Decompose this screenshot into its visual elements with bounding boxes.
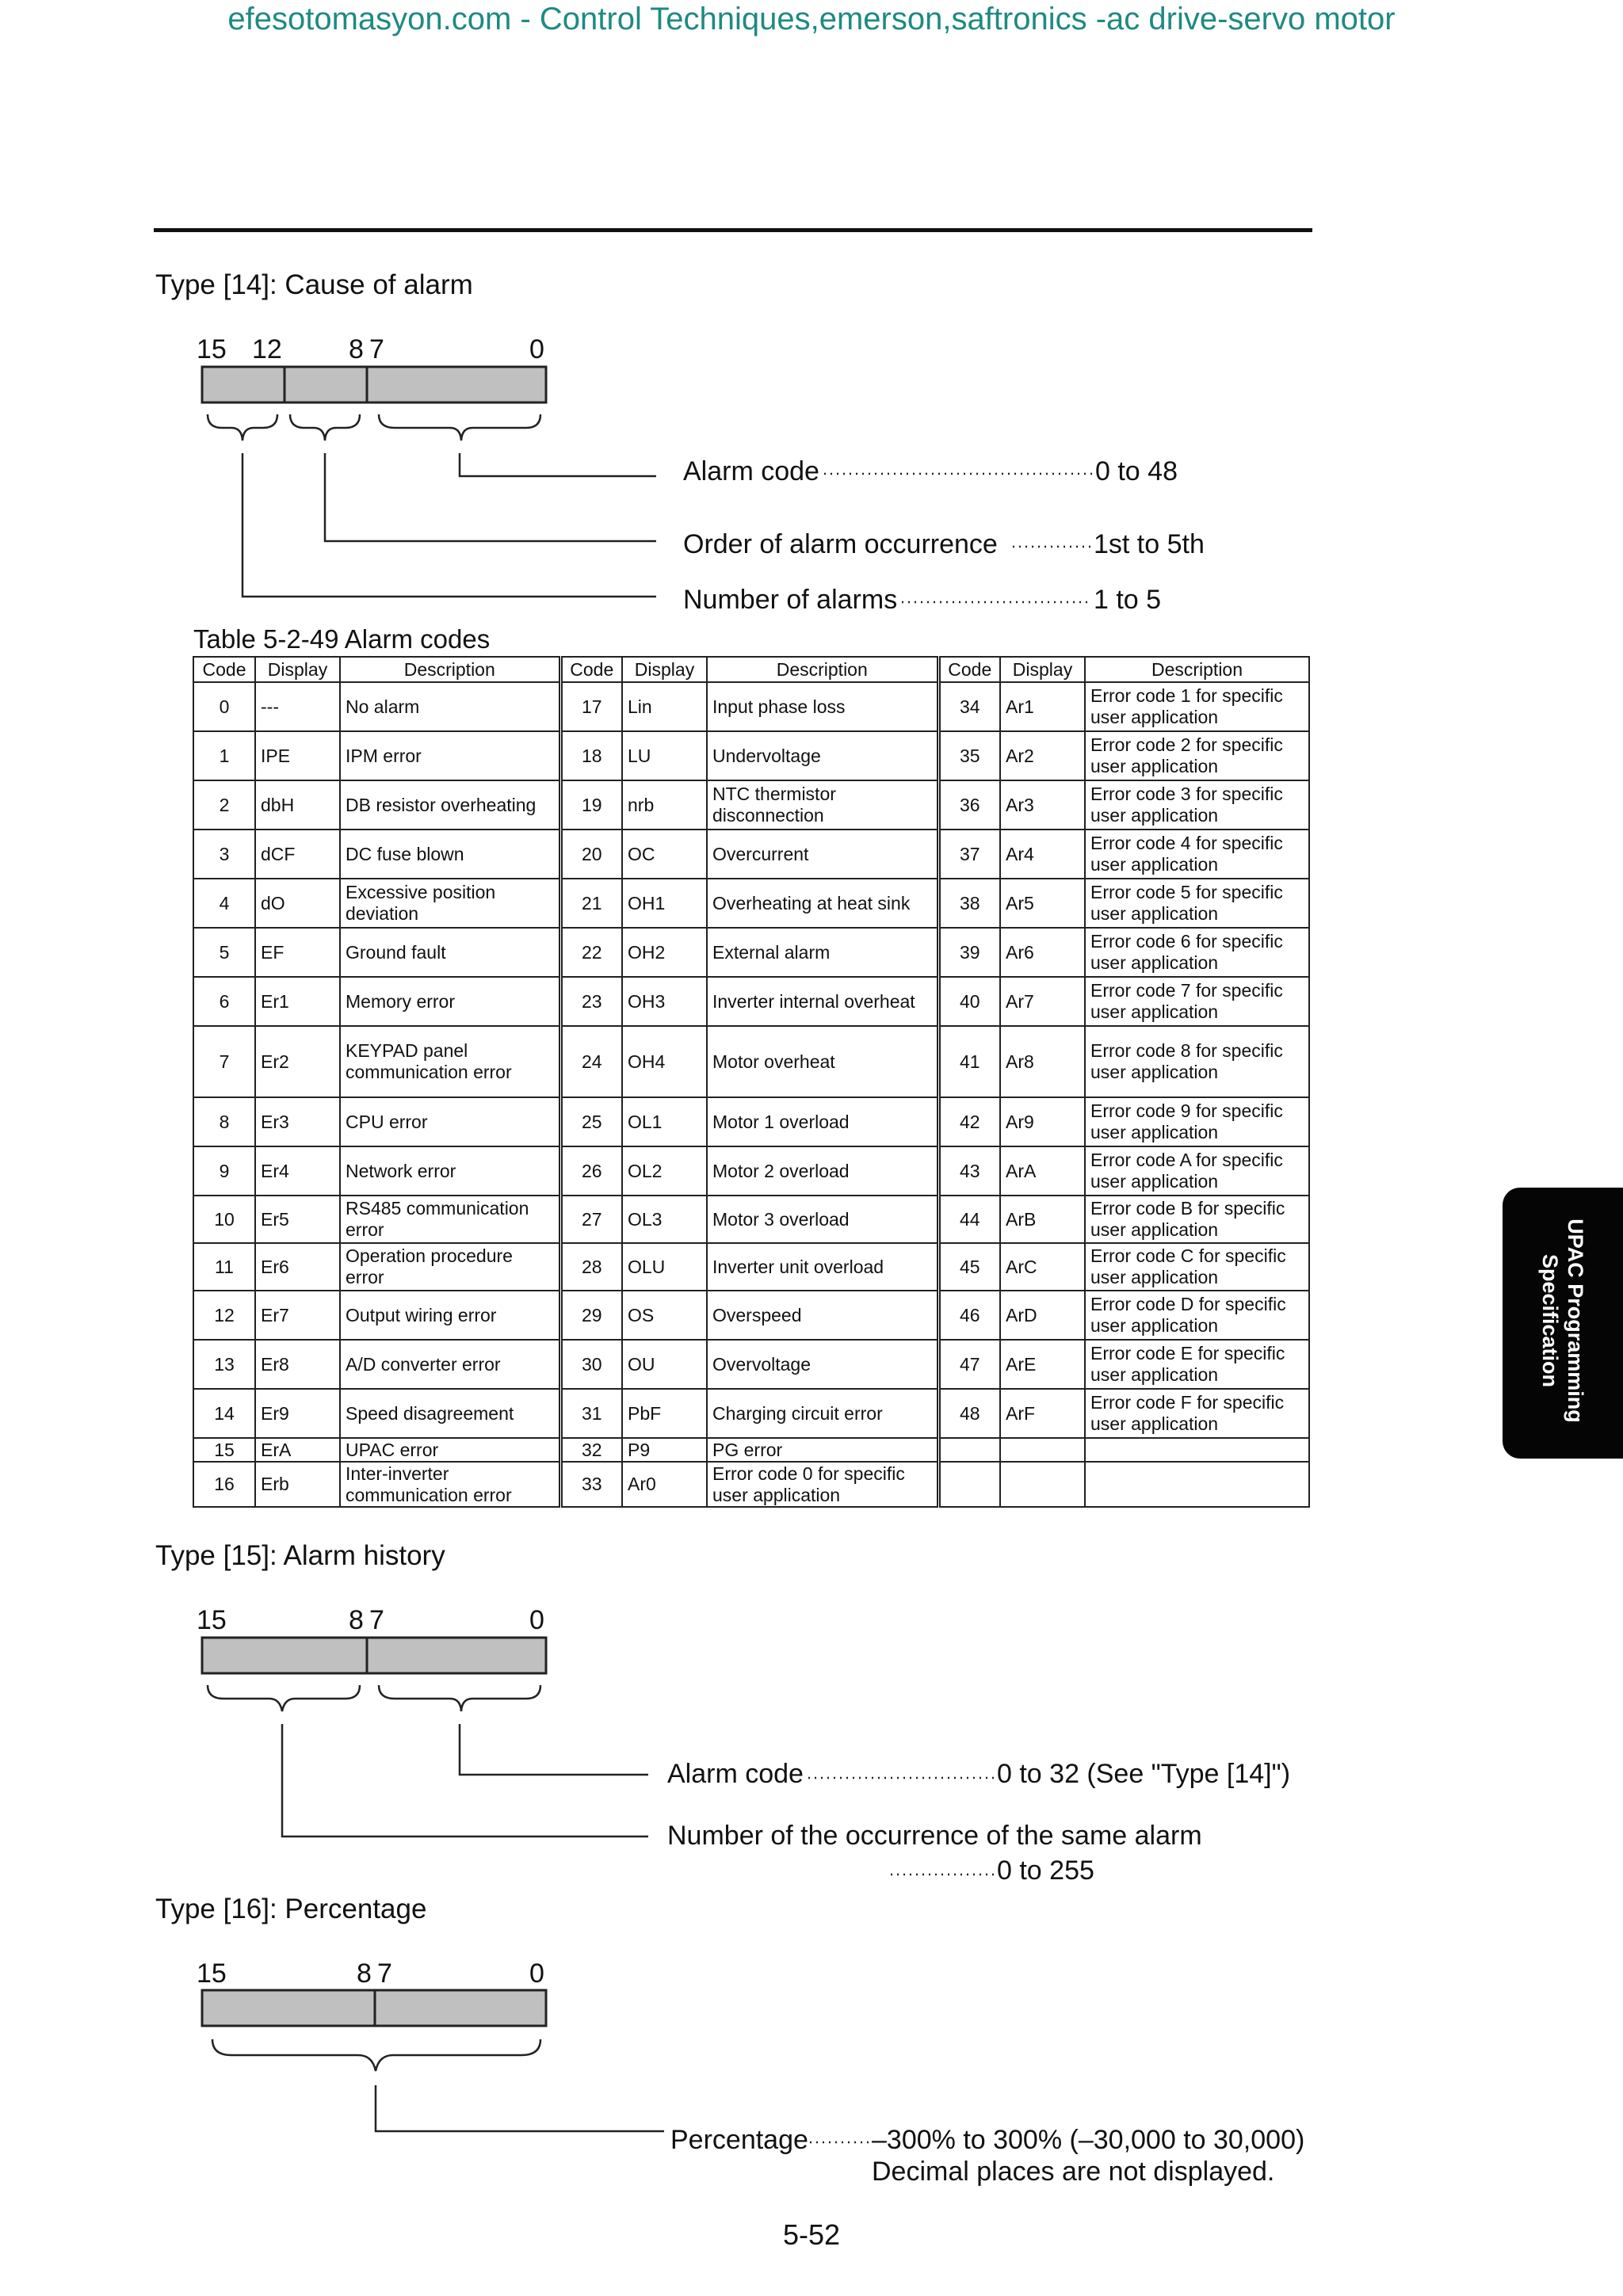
cell-display: ArD xyxy=(1000,1291,1085,1340)
cell-display: OL1 xyxy=(622,1097,707,1146)
table-row xyxy=(193,830,1309,879)
type14-heading: Type [14]: Cause of alarm xyxy=(155,269,473,300)
cell-description: Overvoltage xyxy=(707,1340,938,1389)
side-tab-line-1: UPAC Programming xyxy=(1564,1219,1587,1423)
cell-code: 27 xyxy=(560,1196,622,1243)
cell-code: 29 xyxy=(560,1291,622,1340)
cell-code: 9 xyxy=(193,1146,255,1196)
cell-display: Ar1 xyxy=(1000,682,1085,731)
cell-description: Undervoltage xyxy=(707,731,938,780)
cell-code: 15 xyxy=(193,1438,255,1462)
cell-code: 24 xyxy=(560,1026,622,1097)
cell-code: 26 xyxy=(560,1146,622,1196)
cell-description: Inter-inverter communication error xyxy=(340,1462,560,1507)
cell-display xyxy=(1000,1462,1085,1507)
table-row xyxy=(193,1146,1309,1196)
cell-display: dCF xyxy=(255,830,340,879)
type14-alarm-code-range: 0 to 48 xyxy=(1095,456,1178,486)
cell-code: 31 xyxy=(560,1389,622,1438)
cell-code: 38 xyxy=(938,879,1000,928)
cell-code: 21 xyxy=(560,879,622,928)
type15-heading: Type [15]: Alarm history xyxy=(155,1540,445,1571)
cell-display: Ar3 xyxy=(1000,780,1085,830)
cell-code: 16 xyxy=(193,1462,255,1507)
table-row xyxy=(193,977,1309,1026)
type15-bit-7: 7 xyxy=(369,1605,384,1635)
cell-description: Error code E for specific user application xyxy=(1085,1340,1309,1389)
cell-display: Er9 xyxy=(255,1389,340,1438)
cell-description: Error code 8 for specific user application xyxy=(1085,1026,1309,1097)
cell-code: 12 xyxy=(193,1291,255,1340)
cell-description: Inverter internal overheat xyxy=(707,977,938,1026)
cell-display: Ar4 xyxy=(1000,830,1085,879)
alarm-code-table xyxy=(193,656,1310,1508)
cell-display: Ar5 xyxy=(1000,879,1085,928)
table-row xyxy=(193,1462,1309,1507)
cell-code: 2 xyxy=(193,780,255,830)
cell-code: 41 xyxy=(938,1026,1000,1097)
cell-description: IPM error xyxy=(340,731,560,780)
type16-bit-0: 0 xyxy=(529,1958,544,1989)
cell-description: KEYPAD panel communication error xyxy=(340,1026,560,1097)
type15-bit-15: 15 xyxy=(197,1605,227,1635)
cell-description: Error code 7 for specific user application xyxy=(1085,977,1309,1026)
cell-code: 48 xyxy=(938,1389,1000,1438)
table-row xyxy=(193,879,1309,928)
cell-code: 17 xyxy=(560,682,622,731)
cell-display: dbH xyxy=(255,780,340,830)
cell-code: 35 xyxy=(938,731,1000,780)
cell-description: Inverter unit overload xyxy=(707,1243,938,1291)
table-row xyxy=(193,1097,1309,1146)
cell-display: nrb xyxy=(622,780,707,830)
type14-count-label: Number of alarms xyxy=(683,585,898,615)
cell-description xyxy=(1085,1438,1309,1462)
header-display: Display xyxy=(255,657,340,682)
cell-code: 22 xyxy=(560,928,622,977)
cell-description: CPU error xyxy=(340,1097,560,1146)
table-row xyxy=(193,780,1309,830)
cell-code: 4 xyxy=(193,879,255,928)
cell-display: OH2 xyxy=(622,928,707,977)
cell-code: 13 xyxy=(193,1340,255,1389)
cell-description: Error code 4 for specific user application xyxy=(1085,830,1309,879)
table-header-row xyxy=(193,657,1309,682)
cell-description: UPAC error xyxy=(340,1438,560,1462)
type16-percentage-note: Decimal places are not displayed. xyxy=(872,2157,1275,2187)
cell-description: Overspeed xyxy=(707,1291,938,1340)
cell-code: 3 xyxy=(193,830,255,879)
table-row xyxy=(193,928,1309,977)
header-code: Code xyxy=(560,657,622,682)
cell-description: No alarm xyxy=(340,682,560,731)
type15-occurrence-range: 0 to 255 xyxy=(997,1855,1094,1886)
cell-display: Er1 xyxy=(255,977,340,1026)
type16-bitfield-diagram xyxy=(0,1981,1623,2187)
cell-code: 45 xyxy=(938,1243,1000,1291)
cell-description: Operation procedure error xyxy=(340,1243,560,1291)
cell-code: 18 xyxy=(560,731,622,780)
cell-display xyxy=(1000,1438,1085,1462)
cell-description: Excessive position deviation xyxy=(340,879,560,928)
cell-code: 33 xyxy=(560,1462,622,1507)
type14-bit-15: 15 xyxy=(197,334,227,364)
cell-description: Error code B for specific user application xyxy=(1085,1196,1309,1243)
table-row xyxy=(193,1291,1309,1340)
cell-code: 25 xyxy=(560,1097,622,1146)
cell-description: Overheating at heat sink xyxy=(707,879,938,928)
cell-description: Speed disagreement xyxy=(340,1389,560,1438)
cell-code: 20 xyxy=(560,830,622,879)
cell-display: P9 xyxy=(622,1438,707,1462)
cell-description: Error code 6 for specific user application xyxy=(1085,928,1309,977)
cell-description: Motor overheat xyxy=(707,1026,938,1097)
cell-description: Error code 1 for specific user application xyxy=(1085,682,1309,731)
cell-code: 36 xyxy=(938,780,1000,830)
cell-display: LU xyxy=(622,731,707,780)
type14-count-range: 1 to 5 xyxy=(1094,585,1162,615)
cell-code: 5 xyxy=(193,928,255,977)
type16-percentage-range: –300% to 300% (–30,000 to 30,000) xyxy=(872,2125,1305,2155)
header-display: Display xyxy=(1000,657,1085,682)
cell-display: Ar9 xyxy=(1000,1097,1085,1146)
cell-code: 23 xyxy=(560,977,622,1026)
header-code: Code xyxy=(193,657,255,682)
cell-display: IPE xyxy=(255,731,340,780)
cell-code: 0 xyxy=(193,682,255,731)
cell-description: Motor 1 overload xyxy=(707,1097,938,1146)
cell-display: Ar8 xyxy=(1000,1026,1085,1097)
cell-description: Memory error xyxy=(340,977,560,1026)
cell-description: Motor 2 overload xyxy=(707,1146,938,1196)
type16-percentage-label: Percentage xyxy=(670,2125,808,2155)
cell-display: Er6 xyxy=(255,1243,340,1291)
cell-display: Er2 xyxy=(255,1026,340,1097)
table-row xyxy=(193,1340,1309,1389)
type14-alarm-code-label: Alarm code xyxy=(683,456,819,486)
type15-bitfield-diagram xyxy=(0,1585,1623,1901)
cell-code: 42 xyxy=(938,1097,1000,1146)
table-row xyxy=(193,1026,1309,1097)
cell-description: Error code 2 for specific user application xyxy=(1085,731,1309,780)
cell-description: Motor 3 overload xyxy=(707,1196,938,1243)
cell-display: Er3 xyxy=(255,1097,340,1146)
cell-description: External alarm xyxy=(707,928,938,977)
cell-display: dO xyxy=(255,879,340,928)
cell-display: ArB xyxy=(1000,1196,1085,1243)
type14-bit-8: 8 xyxy=(349,334,364,364)
cell-description: Input phase loss xyxy=(707,682,938,731)
cell-code: 32 xyxy=(560,1438,622,1462)
type16-bit-8: 8 xyxy=(357,1958,372,1989)
cell-display: OH3 xyxy=(622,977,707,1026)
cell-description: NTC thermistor disconnection xyxy=(707,780,938,830)
type15-bit-0: 0 xyxy=(529,1605,544,1635)
header-code: Code xyxy=(938,657,1000,682)
cell-description: Error code 5 for specific user application xyxy=(1085,879,1309,928)
table-row xyxy=(193,1196,1309,1243)
cell-code: 19 xyxy=(560,780,622,830)
cell-description: A/D converter error xyxy=(340,1340,560,1389)
cell-code xyxy=(938,1438,1000,1462)
cell-display: Ar7 xyxy=(1000,977,1085,1026)
type15-alarm-code-range: 0 to 32 (See "Type [14]") xyxy=(997,1759,1291,1789)
cell-description: Error code 9 for specific user application xyxy=(1085,1097,1309,1146)
cell-display: ArE xyxy=(1000,1340,1085,1389)
table-row xyxy=(193,682,1309,731)
type15-occurrence-label: Number of the occurrence of the same alarm xyxy=(667,1821,1202,1851)
table-row xyxy=(193,1389,1309,1438)
cell-code xyxy=(938,1462,1000,1507)
type16-bit-15: 15 xyxy=(197,1958,227,1989)
cell-description: DB resistor overheating xyxy=(340,780,560,830)
cell-description: Overcurrent xyxy=(707,830,938,879)
header-description: Description xyxy=(340,657,560,682)
type16-heading: Type [16]: Percentage xyxy=(155,1894,427,1924)
cell-display: OU xyxy=(622,1340,707,1389)
cell-description: Ground fault xyxy=(340,928,560,977)
cell-display: OS xyxy=(622,1291,707,1340)
cell-display: PbF xyxy=(622,1389,707,1438)
cell-display: --- xyxy=(255,682,340,731)
cell-display: EF xyxy=(255,928,340,977)
cell-display: ErA xyxy=(255,1438,340,1462)
type14-order-range: 1st to 5th xyxy=(1094,529,1205,559)
cell-display: OH1 xyxy=(622,879,707,928)
cell-description: Error code F for specific user application xyxy=(1085,1389,1309,1438)
page-number: 5-52 xyxy=(782,2218,841,2251)
cell-display: Ar2 xyxy=(1000,731,1085,780)
section-side-tab xyxy=(1503,1188,1623,1459)
table-row xyxy=(193,1438,1309,1462)
cell-description: Error code C for specific user application xyxy=(1085,1243,1309,1291)
cell-description: RS485 communication error xyxy=(340,1196,560,1243)
cell-display: OL3 xyxy=(622,1196,707,1243)
watermark-header: efesotomasyon.com - Control Techniques,emerson,saftronics -ac drive-servo motor xyxy=(227,2,1396,36)
type14-bit-0: 0 xyxy=(529,334,544,364)
side-tab-line-2: Specification xyxy=(1538,1253,1562,1388)
header-description: Description xyxy=(1085,657,1309,682)
cell-code: 11 xyxy=(193,1243,255,1291)
type16-bit-7: 7 xyxy=(377,1958,392,1989)
type14-order-label: Order of alarm occurrence xyxy=(683,529,998,559)
cell-code: 8 xyxy=(193,1097,255,1146)
cell-display: OC xyxy=(622,830,707,879)
header-display: Display xyxy=(622,657,707,682)
cell-code: 6 xyxy=(193,977,255,1026)
type15-alarm-code-label: Alarm code xyxy=(667,1759,804,1789)
table-caption: Table 5-2-49 Alarm codes xyxy=(193,624,491,654)
type14-bit-7: 7 xyxy=(369,334,384,364)
cell-description: PG error xyxy=(707,1438,938,1462)
cell-display: ArC xyxy=(1000,1243,1085,1291)
cell-description: Network error xyxy=(340,1146,560,1196)
cell-description: Error code 0 for specific user application xyxy=(707,1462,938,1507)
cell-code: 7 xyxy=(193,1026,255,1097)
cell-code: 47 xyxy=(938,1340,1000,1389)
cell-display: OL2 xyxy=(622,1146,707,1196)
table-row xyxy=(193,1243,1309,1291)
cell-display: Er7 xyxy=(255,1291,340,1340)
cell-code: 28 xyxy=(560,1243,622,1291)
cell-code: 39 xyxy=(938,928,1000,977)
cell-display: Er5 xyxy=(255,1196,340,1243)
cell-description: Error code A for specific user application xyxy=(1085,1146,1309,1196)
header-description: Description xyxy=(707,657,938,682)
cell-code: 1 xyxy=(193,731,255,780)
cell-code: 34 xyxy=(938,682,1000,731)
cell-display: Er4 xyxy=(255,1146,340,1196)
cell-description: DC fuse blown xyxy=(340,830,560,879)
cell-code: 30 xyxy=(560,1340,622,1389)
cell-display: ArF xyxy=(1000,1389,1085,1438)
cell-code: 46 xyxy=(938,1291,1000,1340)
cell-display: Erb xyxy=(255,1462,340,1507)
cell-code: 10 xyxy=(193,1196,255,1243)
cell-description: Charging circuit error xyxy=(707,1389,938,1438)
cell-code: 43 xyxy=(938,1146,1000,1196)
cell-code: 37 xyxy=(938,830,1000,879)
cell-code: 14 xyxy=(193,1389,255,1438)
cell-code: 40 xyxy=(938,977,1000,1026)
cell-code: 44 xyxy=(938,1196,1000,1243)
cell-description: Error code 3 for specific user application xyxy=(1085,780,1309,830)
cell-display: OLU xyxy=(622,1243,707,1291)
cell-display: Er8 xyxy=(255,1340,340,1389)
cell-description: Output wiring error xyxy=(340,1291,560,1340)
type14-bit-12: 12 xyxy=(252,334,282,364)
cell-display: Ar0 xyxy=(622,1462,707,1507)
table-row xyxy=(193,731,1309,780)
cell-display: Ar6 xyxy=(1000,928,1085,977)
type15-bit-8: 8 xyxy=(349,1605,364,1635)
cell-display: ArA xyxy=(1000,1146,1085,1196)
cell-description xyxy=(1085,1462,1309,1507)
cell-display: Lin xyxy=(622,682,707,731)
cell-description: Error code D for specific user application xyxy=(1085,1291,1309,1340)
cell-display: OH4 xyxy=(622,1026,707,1097)
